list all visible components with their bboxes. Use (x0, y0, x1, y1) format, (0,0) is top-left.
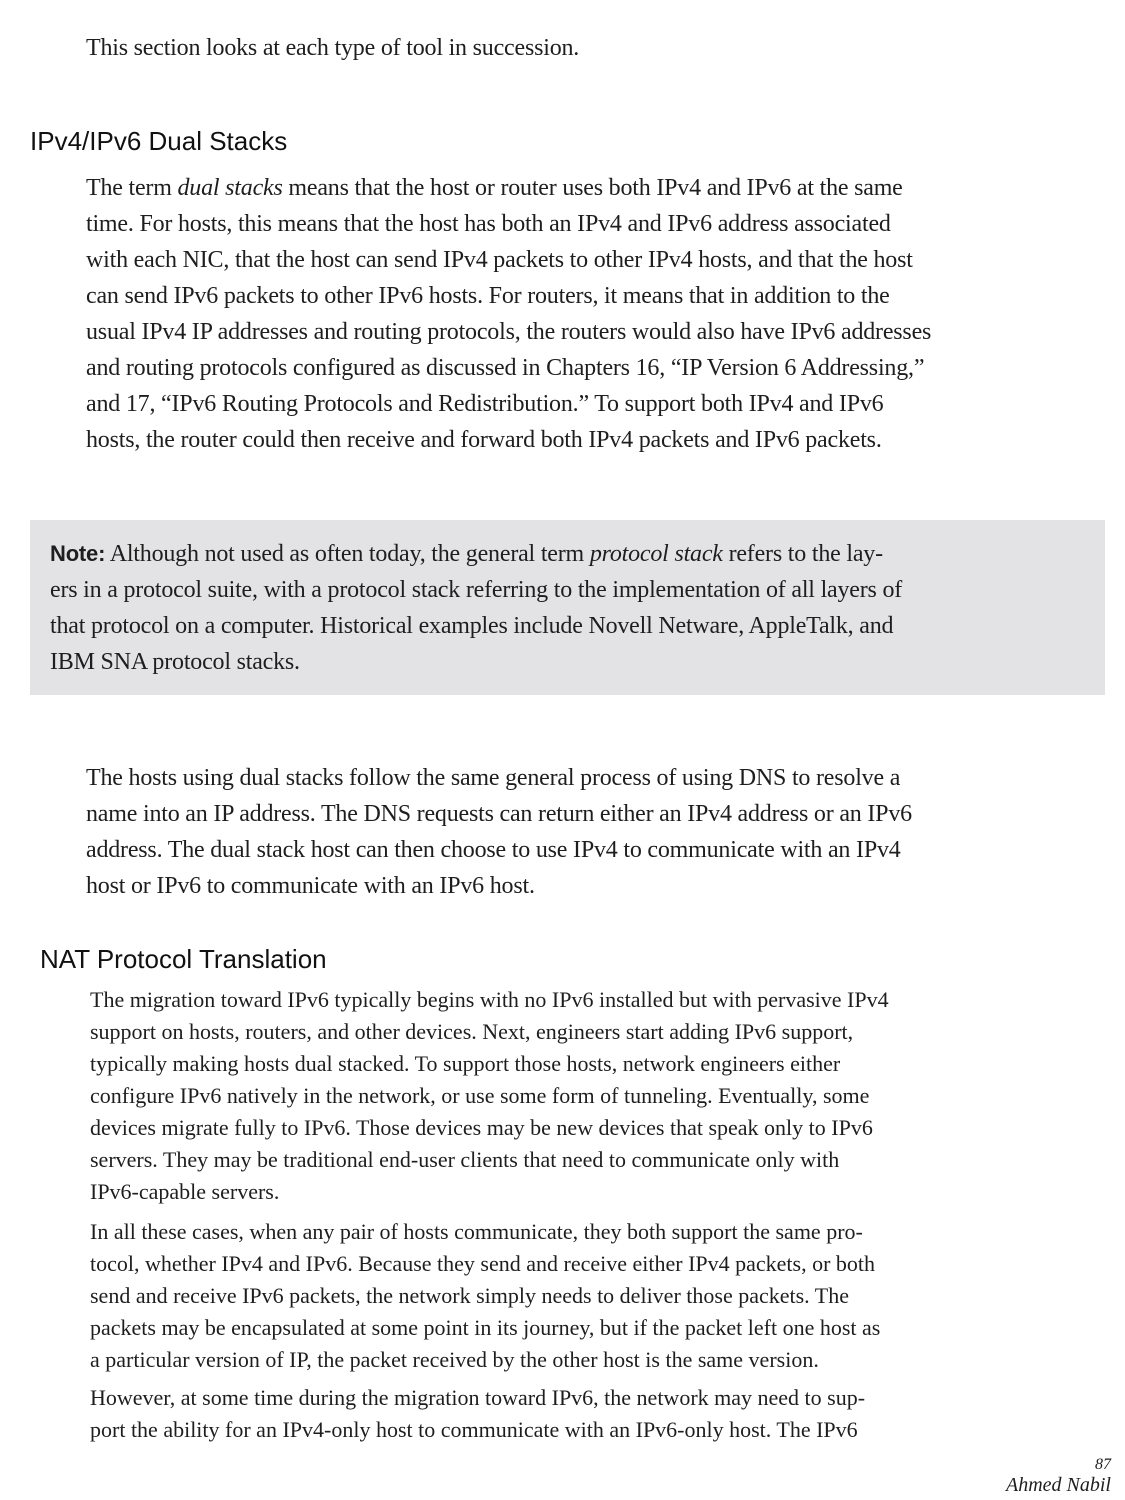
note-label: Note: (50, 541, 106, 566)
paragraph-line: can send IPv6 packets to other IPv6 hosts. For routers, it means that in addition to the (86, 283, 890, 309)
paragraph-line: The migration toward IPv6 typically begins with no IPv6 installed but with pervasive IPv4 (90, 987, 889, 1012)
paragraph-line: However, at some time during the migration toward IPv6, the network may need to sup- (90, 1385, 866, 1410)
paragraph-line: The hosts using dual stacks follow the same general process of using DNS to resolve a (86, 765, 901, 791)
paragraph-line: name into an IP address. The DNS requests can return either an IPv4 address or an IPv6 (86, 801, 912, 827)
paragraph-line: with each NIC, that the host can send IPv4 packets to other IPv4 hosts, and that the host (86, 247, 913, 273)
paragraph-line: The term dual stacks means that the host or router uses both IPv4 and IPv6 at the same (86, 175, 903, 201)
page-number: 87 (1095, 1456, 1111, 1473)
note-line: that protocol on a computer. Historical examples include Novell Netware, AppleTalk, and (50, 613, 894, 639)
paragraph-line: port the ability for an IPv4-only host to communicate with an IPv6-only host. The IPv6 (90, 1417, 858, 1442)
paragraph-line: a particular version of IP, the packet received by the other host is the same version. (90, 1347, 819, 1372)
paragraph-line: packets may be encapsulated at some point in its journey, but if the packet left one host as (90, 1315, 881, 1340)
term-dual-stacks: dual stacks (177, 175, 283, 201)
paragraph-line: tocol, whether IPv4 and IPv6. Because they send and receive either IPv4 packets, or both (90, 1251, 876, 1276)
paragraph-line: and routing protocols configured as discussed in Chapters 16, “IP Version 6 Addressing,” (86, 355, 925, 381)
dns-paragraph (86, 760, 912, 904)
paragraph-line: typically making hosts dual stacked. To support those hosts, network engineers either (90, 1051, 841, 1076)
section-heading-nat: NAT Protocol Translation (40, 944, 327, 974)
paragraph-line: time. For hosts, this means that the host has both an IPv4 and IPv6 address associated (86, 211, 891, 237)
paragraph-line: configure IPv6 natively in the network, or use some form of tunneling. Eventually, some (90, 1083, 870, 1108)
paragraph-line: send and receive IPv6 packets, the network simply needs to deliver those packets. The (90, 1283, 849, 1308)
paragraph-line: support on hosts, routers, and other devices. Next, engineers start adding IPv6 support, (90, 1019, 854, 1044)
note-line: IBM SNA protocol stacks. (50, 649, 300, 675)
nat-paragraph-2 (90, 1216, 880, 1376)
paragraph-line: address. The dual stack host can then choose to use IPv4 to communicate with an IPv4 (86, 837, 901, 863)
nat-paragraph-1 (90, 984, 889, 1208)
term-protocol-stack: protocol stack (589, 541, 723, 567)
paragraph-line: IPv6-capable servers. (90, 1179, 280, 1204)
dual-stacks-paragraph (86, 170, 931, 458)
section-heading-dual-stacks: IPv4/IPv6 Dual Stacks (30, 126, 288, 156)
nat-paragraph-3 (90, 1382, 865, 1446)
paragraph-line: In all these cases, when any pair of hosts communicate, they both support the same pro- (90, 1219, 863, 1244)
paragraph-line: servers. They may be traditional end-user clients that need to communicate only with (90, 1147, 840, 1172)
intro-text: This section looks at each type of tool in succession. (86, 35, 580, 61)
note-line: ers in a protocol suite, with a protocol stack referring to the implementation of all layers of (50, 577, 903, 603)
paragraph-line: usual IPv4 IP addresses and routing protocols, the routers would also have IPv6 addresses (86, 319, 932, 345)
paragraph-line: devices migrate fully to IPv6. Those devices may be new devices that speak only to IPv6 (90, 1115, 873, 1140)
note-text: Note: Although not used as often today, the general term protocol stack refers to the lay- ers in a protocol suite, with a protocol stack referring to the implementation of all layers of that protocol on a computer. Historical examples include Novell Netware, AppleTalk, and IBM SNA protocol stacks. (50, 536, 902, 680)
paragraph-line: hosts, the router could then receive and forward both IPv4 packets and IPv6 packets. (86, 427, 882, 453)
author-signature: Ahmed Nabil (1006, 1474, 1111, 1496)
paragraph-line: and 17, “IPv6 Routing Protocols and Redistribution.” To support both IPv4 and IPv6 (86, 391, 884, 417)
paragraph-line: host or IPv6 to communicate with an IPv6 host. (86, 873, 535, 899)
